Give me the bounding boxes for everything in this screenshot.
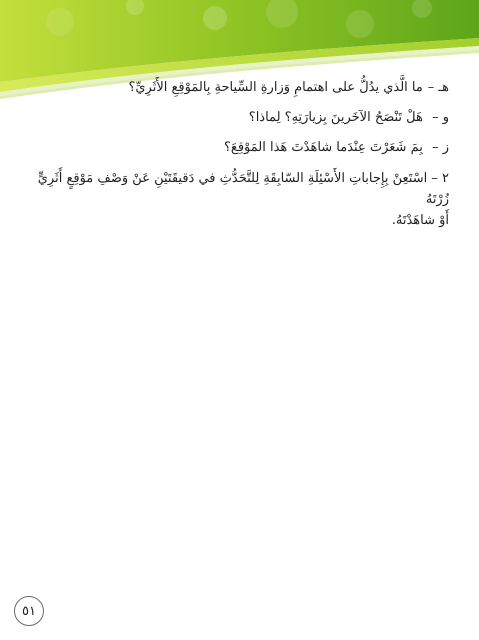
- question-text: ما الَّذي يدُلُّ على اهتمامِ وَزارةِ السِّياحةِ بِالمَوْقِعِ الأَثَرِيِّ؟: [128, 80, 423, 95]
- lesson-content: [30, 78, 449, 231]
- question-label: ز –: [432, 140, 449, 155]
- question-label: و –: [432, 110, 449, 125]
- question-h: [30, 78, 449, 98]
- task-text-line2: أَوْ شاهَدْتَهُ.: [391, 213, 449, 228]
- question-text: بِمَ شَعَرْتَ عِنْدَما شاهَدْتَ هَذا المَوْقِعَ؟: [224, 140, 423, 155]
- task-number: ٢ –: [431, 171, 449, 186]
- speaking-task: [30, 168, 449, 231]
- question-label: هـ –: [427, 80, 449, 95]
- task-text-line1: اسْتَعِنْ بِإِجاباتِ الأَسْئِلَةِ السّابِقَةِ لِلتَّحَدُّثِ في دَقيقَتَيْنِ عَنْ وَصْفِ مَوْقِعٍ أَثَرِيٍّ زُرْتَهُ: [37, 171, 449, 207]
- page-number: ٥١: [14, 596, 44, 626]
- question-w: [30, 108, 449, 128]
- question-z: [30, 138, 449, 158]
- question-text: هَلْ تَنْصَحُ الآخَرينَ بِزيارَتِهِ؟ لِماذا؟: [248, 110, 423, 125]
